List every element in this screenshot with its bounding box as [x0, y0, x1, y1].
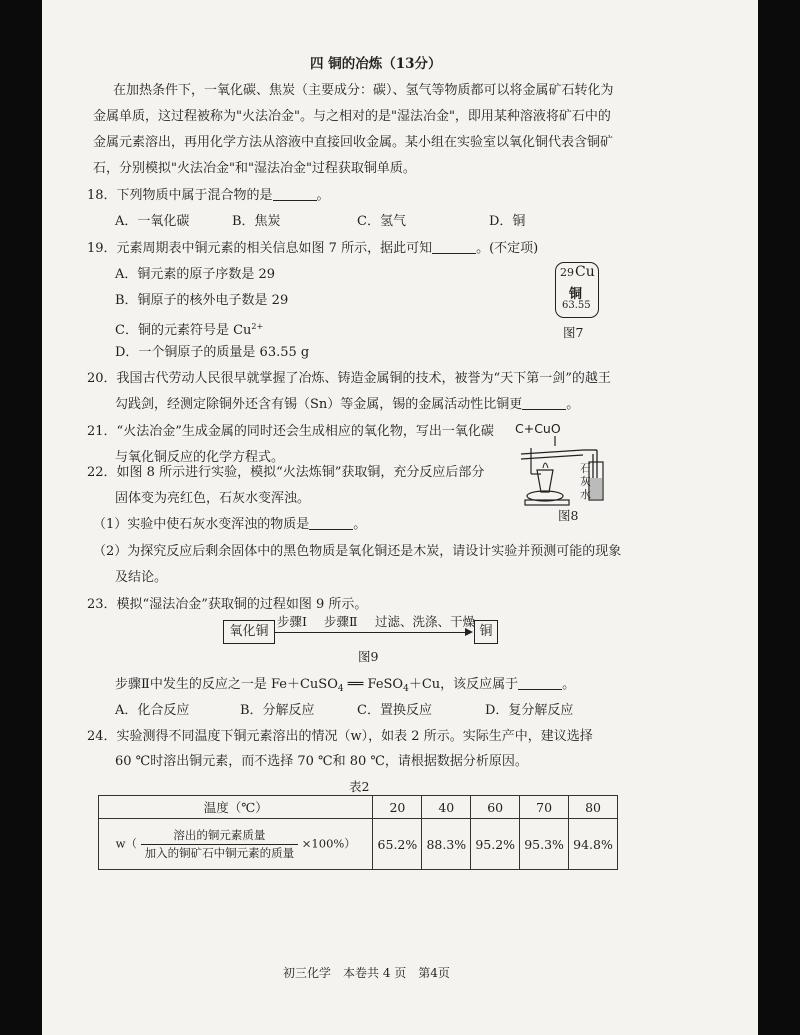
- q24-line-1: 24．实验测得不同温度下铜元素溶出的情况（w），如表 2 所示。实际生产中，建议选择: [87, 729, 593, 744]
- flow-end-box: 铜: [474, 620, 498, 644]
- figure-7-label: 图7: [563, 325, 584, 340]
- q18-stem-end: 。: [316, 188, 330, 203]
- q19-option-c-text: C．铜的元素符号是 Cu: [115, 323, 252, 338]
- flow-step-2: 步骤Ⅱ: [324, 614, 358, 629]
- temp-cell: 20: [373, 796, 422, 819]
- q19-stem-end: 。(不定项): [476, 241, 539, 256]
- q20-line-1: 20．我国古代劳动人民很早就掌握了冶炼、铸造金属铜的技术，被誉为“天下第一剑”的越王: [87, 371, 611, 386]
- q23-reaction-question: ＋Cu，该反应属于: [408, 677, 519, 692]
- q22-sub1-answer-blank[interactable]: [309, 517, 353, 530]
- q19-answer-blank[interactable]: [432, 241, 476, 254]
- w-formula-suffix: ×100%）: [301, 836, 356, 850]
- q19-option-d: D．一个铜原子的质量是 63.55 g: [115, 345, 310, 360]
- q22-sub2-line-1: （2）为探究反应后剩余固体中的黑色物质是氧化铜还是木炭，请设计实验并预测可能的现象: [93, 544, 622, 559]
- limewater-label-char-2: 灰: [580, 475, 591, 488]
- value-cell: 65.2%: [373, 819, 422, 870]
- q23-option-b: B．分解反应: [240, 703, 315, 718]
- atomic-mass: 63.55: [562, 300, 591, 311]
- q19-stem: [87, 240, 538, 257]
- q22-line-2: 固体变为亮红色，石灰水变浑浊。: [115, 491, 311, 506]
- w-numerator: 溶出的铜元素质量: [141, 827, 299, 845]
- q23-reaction-subscript-1: 4: [337, 684, 344, 694]
- q18-option-b: B．焦炭: [232, 214, 281, 229]
- figure-9-label: 图9: [358, 649, 379, 664]
- flow-step-1: 步骤Ⅰ: [277, 614, 307, 629]
- limewater-label: [580, 462, 591, 501]
- q23-reaction: [115, 676, 575, 698]
- temp-cell: 40: [422, 796, 471, 819]
- q23-reaction-subscript-2: 4: [403, 684, 409, 694]
- q20-line-2-more: 更: [509, 397, 523, 412]
- element-symbol: Cu: [575, 264, 595, 280]
- temp-cell: 80: [569, 796, 618, 819]
- q20-answer-blank[interactable]: [522, 397, 566, 410]
- q22-sub2-line-2: 及结论。: [115, 570, 168, 585]
- table-header-row: [99, 796, 618, 819]
- q22-sub1-text: （1）实验中使石灰水变浑浊的物质是: [93, 517, 310, 532]
- q23-answer-blank[interactable]: [518, 677, 562, 690]
- intro-line-1: 在加热条件下，一氧化碳、焦炭（主要成分：碳）、氢气等物质都可以将金属矿石转化为: [113, 83, 614, 98]
- flow-start-box: 氧化铜: [223, 620, 275, 644]
- value-cell: 95.2%: [471, 819, 520, 870]
- q20-line-2-text: 勾践剑，经测定除铜外还含有锡（Sn）等金属，锡的金属活动性比铜: [115, 397, 510, 412]
- q18-option-c: C．氢气: [357, 214, 406, 229]
- w-formula-prefix: w（: [115, 836, 137, 850]
- q19-option-b: B．铜原子的核外电子数是 29: [115, 293, 289, 308]
- w-denominator: 加入的铜矿石中铜元素的质量: [144, 845, 295, 860]
- figure-8-label: 图8: [558, 508, 579, 523]
- q18-stem-text: 18．下列物质中属于混合物的是: [87, 188, 273, 203]
- limewater-label-char-1: 石: [580, 462, 591, 475]
- table-2-title: 表2: [349, 779, 370, 794]
- apparatus-reagent-label: C+CuO: [515, 421, 561, 436]
- q19-option-c: [115, 318, 263, 339]
- q23-reaction-reactants: 步骤Ⅱ中发生的反应之一是 Fe＋CuSO: [115, 677, 338, 692]
- q19-stem-text: 19．元素周期表中铜元素的相关信息如图 7 所示，据此可知: [87, 241, 433, 256]
- temp-cell: 60: [471, 796, 520, 819]
- value-cell: 94.8%: [569, 819, 618, 870]
- intro-line-4: 石，分别模拟"火法冶金"和"湿法冶金"过程获取铜单质。: [93, 161, 416, 176]
- atomic-number: 29: [560, 266, 574, 279]
- page-footer: 初三化学 本卷共 4 页 第4页: [283, 966, 450, 980]
- carbon-reduction-apparatus: [515, 434, 610, 508]
- intro-line-2: 金属单质，这过程被称为"火法冶金"。与之相对的是"湿法冶金"，即用某种溶液将矿石中的: [93, 109, 611, 124]
- q20-line-2-tail: 。: [566, 397, 580, 412]
- table-value-row: [99, 819, 618, 870]
- q19-option-c-charge: 2+: [251, 322, 264, 331]
- temperature-header: 温度（℃）: [99, 796, 373, 819]
- section-title: 四 铜的冶炼（13分）: [310, 56, 442, 72]
- q20-line-2: [115, 396, 579, 413]
- w-formula-cell: [99, 819, 373, 870]
- q18-stem: [87, 187, 330, 204]
- intro-line-3: 金属元素溶出，再用化学方法从溶液中直接回收金属。某小组在实验室以氧化铜代表含铜矿: [93, 135, 614, 150]
- q19-option-a: A．铜元素的原子序数是 29: [115, 267, 276, 282]
- copper-element-card: [555, 262, 599, 318]
- limewater-label-char-3: 水: [580, 488, 591, 501]
- table-2: [98, 795, 618, 870]
- q23-stem: 23．模拟“湿法冶金”获取铜的过程如图 9 所示。: [87, 597, 368, 612]
- w-fraction: [141, 827, 299, 862]
- q22-sub1: [93, 516, 366, 533]
- q23-reaction-end: 。: [562, 677, 576, 692]
- q18-answer-blank[interactable]: [273, 188, 317, 201]
- q21-line-1: 21．“火法冶金”生成金属的同时还会生成相应的氧化物，写出一氧化碳: [87, 424, 494, 439]
- q24-line-2: 60 ℃时溶出铜元素，而不选择 70 ℃和 80 ℃，请根据数据分析原因。: [115, 754, 528, 769]
- q22-sub1-end: 。: [353, 517, 367, 532]
- q23-reaction-products: ══ FeSO: [343, 677, 404, 692]
- q23-option-d: D．复分解反应: [485, 703, 574, 718]
- temp-cell: 70: [520, 796, 569, 819]
- q23-option-a: A．化合反应: [115, 703, 190, 718]
- flow-arrow-line: [275, 632, 465, 633]
- q18-option-d: D．铜: [489, 214, 526, 229]
- q22-line-1: 22．如图 8 所示进行实验，模拟“火法炼铜”获取铜，充分反应后部分: [87, 465, 485, 480]
- value-cell: 88.3%: [422, 819, 471, 870]
- flow-step-3: 过滤、洗涤、干燥: [375, 614, 476, 629]
- element-name: 铜: [569, 287, 583, 302]
- q18-option-a: A．一氧化碳: [115, 214, 190, 229]
- q21-line-2: 与氧化铜反应的化学方程式。: [115, 450, 285, 465]
- value-cell: 95.3%: [520, 819, 569, 870]
- q23-option-c: C．置换反应: [357, 703, 432, 718]
